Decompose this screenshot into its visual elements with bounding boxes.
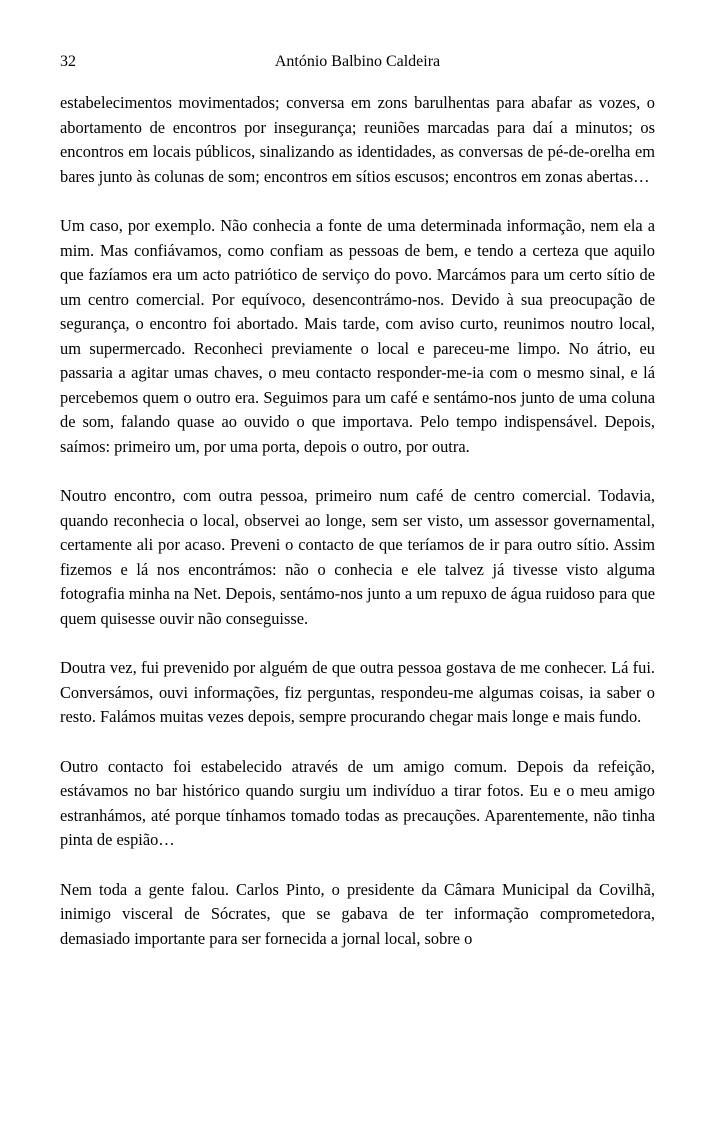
paragraph: Doutra vez, fui prevenido por alguém de que outra pessoa gostava de me conhecer. Lá fui. Conversámos, ouvi informações, fiz perguntas, respondeu-me algumas coisas, ia saber o resto. Falámos muitas vezes depois, sempre procurando chegar mais longe e mais fundo.	[60, 658, 655, 726]
paragraph: Outro contacto foi estabelecido através de um amigo comum. Depois da refeição, estávamos no bar histórico quando surgiu um indivíduo a tirar fotos. Eu e o meu amigo estranhámos, até porque tínhamos tomado todas as precauções. Aparentemente, não tinha pinta de espião…	[60, 756, 655, 849]
body-text	[60, 91, 655, 951]
paragraph: Um caso, por exemplo. Não conhecia a fonte de uma determinada informação, nem ela a mim. Mas confiávamos, como confiam as pessoas de bem, e tendo a certeza que aquilo que fazíamos era um acto patriótico de serviço do povo. Marcámos para um certo sítio de um centro comercial. Por equívoco, desencontrámo-nos. Devido à sua preocupação de segurança, o encontro foi abortado. Mais tarde, com aviso curto, reunimos noutro local, um supermercado. Reconheci previamente o local e pareceu-me limpo. No átrio, eu passaria a agitar umas chaves, o meu contacto responder-me-ia com o mesmo sinal, e lá percebemos quem o outro era. Seguimos para um café e sentámo-nos junto de uma coluna de som, falando quase ao ouvido o que importava. Pelo tempo indispensável. Depois, saímos: primeiro um, por uma porta, depois o outro, por outra.	[60, 216, 655, 456]
book-page	[60, 50, 655, 951]
paragraph: Nem toda a gente falou. Carlos Pinto, o presidente da Câmara Municipal da Covilhã, inimigo visceral de Sócrates, que se gabava de ter informação comprometedora, demasiado importante para ser fornecida a jornal local, sobre o	[60, 879, 655, 948]
page-number: 32	[60, 53, 76, 70]
paragraph: estabelecimentos movimentados; conversa em zons barulhentas para abafar as vozes, o abortamento de encontros por insegurança; reuniões marcadas para daí a minutos; os encontros em locais públicos, sinalizando as identidades, as conversas de pé-de-orelha em bares junto às colunas de som; encontros em sítios escusos; encontros em zonas abertas…	[60, 93, 655, 186]
paragraph: Noutro encontro, com outra pessoa, primeiro num café de centro comercial. Todavia, quando reconhecia o local, observei ao longe, sem ser visto, um assessor governamental, certamente ali por acaso. Preveni o contacto de que teríamos de ir para outro sítio. Assim fizemos e lá nos encontrámos: não o conhecia e ele talvez já tivesse visto alguma fotografia minha na Net. Depois, sentámo-nos junto a um repuxo de água ruidoso para que quem quisesse ouvir não conseguisse.	[60, 486, 655, 628]
page-header	[60, 50, 655, 74]
running-head-author: António Balbino Caldeira	[274, 53, 441, 70]
